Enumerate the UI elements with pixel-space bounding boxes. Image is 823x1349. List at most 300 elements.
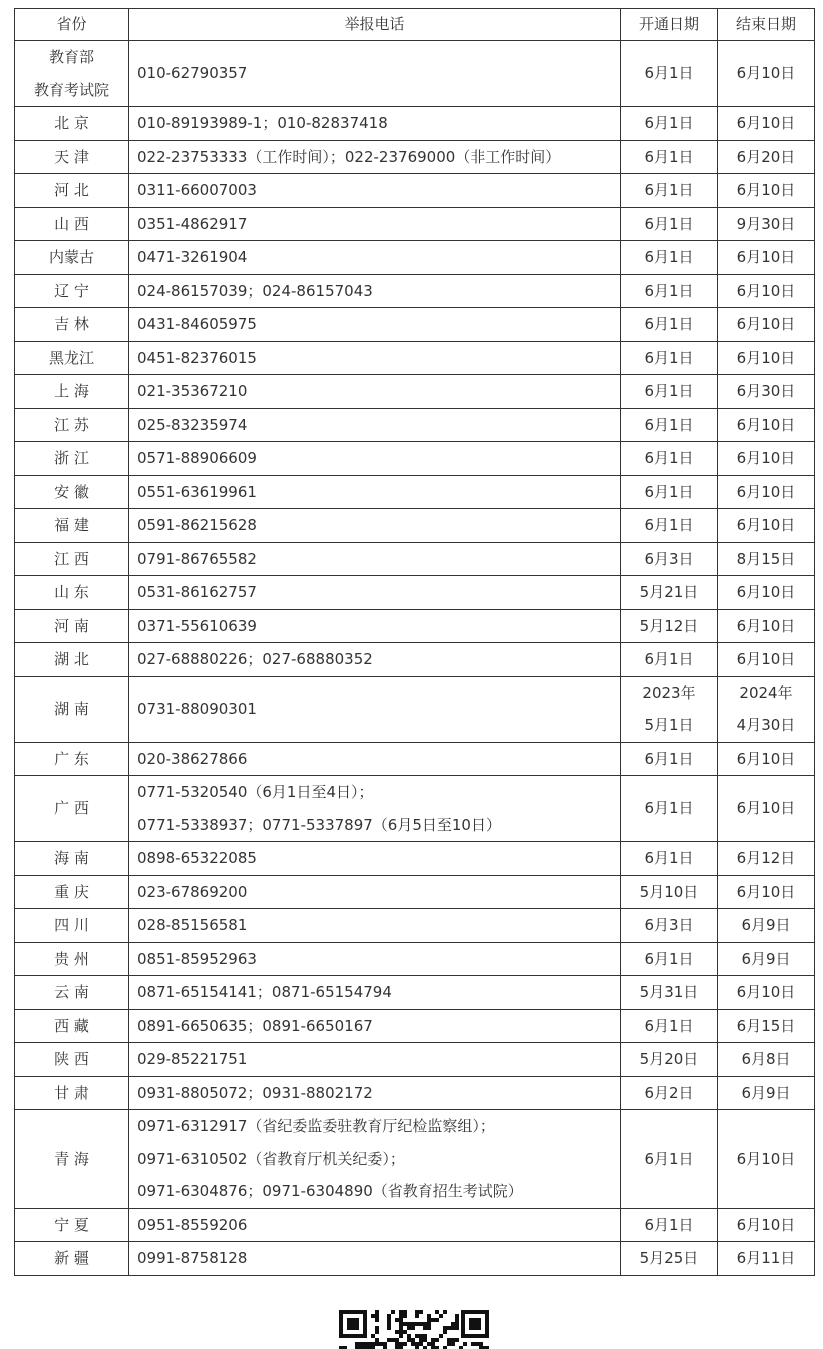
end-date-text: 6月10日 [736, 983, 796, 1001]
end-date-text: 6月10日 [736, 449, 796, 467]
end-date-text: 6月10日 [736, 650, 796, 668]
end-date-text: 6月10日 [736, 583, 796, 601]
table-row [15, 41, 815, 107]
start-date-cell [621, 341, 718, 375]
province-text: 陕 西 [54, 1050, 89, 1068]
province-cell [15, 942, 129, 976]
phone-text: 0991-8758128 [137, 1249, 248, 1267]
phone-text: 0771-5338937；0771-5337897（6月5日至10日） [137, 815, 501, 834]
phone-cell [129, 1208, 621, 1242]
start-date-text: 6月1日 [644, 799, 694, 818]
table-row [15, 408, 815, 442]
end-date-text: 9月30日 [736, 214, 796, 233]
phone-cell [129, 942, 621, 976]
province-text: 北 京 [54, 114, 89, 132]
table-row [15, 509, 815, 543]
end-date-cell [718, 576, 815, 610]
end-date-cell [718, 408, 815, 442]
start-date-text: 6月1日 [644, 949, 694, 968]
start-date-cell [621, 1110, 718, 1209]
start-date-text: 5月1日 [644, 716, 694, 734]
phone-cell [129, 274, 621, 308]
province-cell [15, 909, 129, 943]
phone-text: 027-68880226；027-68880352 [137, 650, 373, 668]
start-date-cell [621, 643, 718, 677]
end-date-text: 8月15日 [736, 549, 796, 568]
province-cell [15, 308, 129, 342]
phone-cell [129, 41, 621, 107]
phone-cell [129, 442, 621, 476]
end-date-cell [718, 643, 815, 677]
end-date-cell [718, 41, 815, 107]
start-date-text: 5月25日 [639, 1249, 699, 1267]
province-text: 内蒙古 [48, 248, 94, 266]
phone-text: 010-89193989-1；010-82837418 [137, 114, 388, 132]
table-row [15, 542, 815, 576]
province-text: 山 西 [54, 214, 89, 233]
province-text: 河 北 [54, 181, 89, 199]
phone-text: 0791-86765582 [137, 549, 257, 568]
end-date-text: 6月10日 [736, 1215, 796, 1234]
start-date-text: 6月1日 [644, 348, 694, 367]
province-text: 江 苏 [54, 415, 89, 434]
end-date-text: 6月9日 [741, 1083, 791, 1102]
header-province: 省份 [15, 9, 129, 41]
start-date-cell [621, 909, 718, 943]
table-row [15, 107, 815, 141]
phone-cell [129, 174, 621, 208]
province-text: 甘 肃 [54, 1083, 89, 1102]
end-date-text: 4月30日 [736, 716, 796, 734]
province-text: 黑龙江 [48, 348, 94, 367]
table-row [15, 609, 815, 643]
table-row [15, 1242, 815, 1276]
province-text: 新 疆 [54, 1249, 89, 1267]
province-text: 四 川 [54, 916, 89, 934]
table-row [15, 140, 815, 174]
phone-cell [129, 341, 621, 375]
province-text: 贵 州 [54, 949, 89, 968]
start-date-text: 6月1日 [644, 147, 694, 166]
end-date-cell [718, 274, 815, 308]
start-date-text: 6月2日 [644, 1083, 694, 1102]
phone-text: 0571-88906609 [137, 449, 257, 467]
province-cell [15, 475, 129, 509]
end-date-text: 6月10日 [736, 1149, 796, 1168]
province-cell [15, 341, 129, 375]
end-date-cell [718, 942, 815, 976]
province-cell [15, 643, 129, 677]
phone-text: 0898-65322085 [137, 849, 257, 867]
province-text: 安 徽 [54, 482, 89, 501]
phone-text: 028-85156581 [137, 916, 248, 934]
phone-text: 0931-8805072；0931-8802172 [137, 1083, 373, 1102]
end-date-text: 6月10日 [736, 64, 796, 83]
province-cell [15, 41, 129, 107]
province-text: 福 建 [54, 516, 89, 534]
phone-text: 025-83235974 [137, 415, 248, 434]
phone-text: 0531-86162757 [137, 583, 257, 601]
province-cell [15, 842, 129, 876]
table-row [15, 909, 815, 943]
phone-cell [129, 140, 621, 174]
phone-text: 0311-66007003 [137, 181, 257, 199]
start-date-text: 6月1日 [644, 64, 694, 83]
province-cell [15, 1242, 129, 1276]
start-date-cell [621, 1076, 718, 1110]
phone-cell [129, 1110, 621, 1209]
province-text: 宁 夏 [54, 1215, 89, 1234]
end-date-cell [718, 375, 815, 409]
start-date-cell [621, 442, 718, 476]
province-text: 青 海 [54, 1149, 89, 1168]
province-cell [15, 509, 129, 543]
phone-cell [129, 875, 621, 909]
end-date-text: 6月10日 [736, 749, 796, 768]
start-date-cell [621, 542, 718, 576]
end-date-text: 6月15日 [736, 1016, 796, 1035]
phone-cell [129, 576, 621, 610]
phone-text: 0851-85952963 [137, 949, 257, 968]
end-date-cell [718, 140, 815, 174]
end-date-text: 6月10日 [736, 616, 796, 635]
phone-text: 020-38627866 [137, 749, 248, 768]
province-cell [15, 1076, 129, 1110]
start-date-cell [621, 41, 718, 107]
table-row [15, 442, 815, 476]
end-date-cell [718, 241, 815, 275]
province-cell [15, 742, 129, 776]
start-date-text: 6月1日 [644, 181, 694, 199]
phone-cell [129, 643, 621, 677]
start-date-cell [621, 207, 718, 241]
start-date-cell [621, 1208, 718, 1242]
table-row [15, 341, 815, 375]
start-date-text: 6月3日 [644, 549, 694, 568]
end-date-text: 6月10日 [736, 799, 796, 818]
header-phone: 举报电话 [129, 9, 621, 41]
end-date-text: 6月30日 [736, 382, 796, 400]
start-date-cell [621, 776, 718, 842]
end-date-cell [718, 207, 815, 241]
end-date-text: 6月10日 [736, 516, 796, 534]
start-date-text: 6月1日 [644, 516, 694, 534]
start-date-text: 6月1日 [644, 1215, 694, 1234]
end-date-text: 6月10日 [736, 281, 796, 300]
start-date-cell [621, 509, 718, 543]
province-text: 天 津 [54, 147, 89, 166]
phone-text: 0891-6650635；0891-6650167 [137, 1016, 373, 1035]
province-cell [15, 442, 129, 476]
start-date-text: 6月1日 [644, 482, 694, 501]
start-date-cell [621, 174, 718, 208]
province-cell [15, 609, 129, 643]
province-text: 海 南 [54, 849, 89, 867]
end-date-text: 6月10日 [736, 181, 796, 199]
province-cell [15, 542, 129, 576]
start-date-text: 6月1日 [644, 1149, 694, 1168]
phone-text: 010-62790357 [137, 64, 248, 83]
start-date-cell [621, 976, 718, 1010]
table-row [15, 241, 815, 275]
end-date-text: 6月10日 [736, 482, 796, 501]
province-cell [15, 274, 129, 308]
province-cell [15, 174, 129, 208]
start-date-cell [621, 842, 718, 876]
end-date-text: 6月8日 [741, 1050, 791, 1068]
table-row [15, 1009, 815, 1043]
phone-cell [129, 408, 621, 442]
province-text: 广 东 [54, 749, 89, 768]
start-date-text: 6月1日 [644, 382, 694, 400]
end-date-cell [718, 509, 815, 543]
start-date-cell [621, 1242, 718, 1276]
province-text: 河 南 [54, 616, 89, 635]
end-date-cell [718, 1110, 815, 1209]
start-date-text: 6月1日 [644, 849, 694, 867]
phone-text: 029-85221751 [137, 1050, 248, 1068]
phone-cell [129, 542, 621, 576]
end-date-text: 6月10日 [736, 415, 796, 434]
start-date-text: 6月1日 [644, 650, 694, 668]
province-text: 云 南 [54, 983, 89, 1001]
start-date-cell [621, 1009, 718, 1043]
phone-cell [129, 107, 621, 141]
start-date-text: 2023年 [642, 683, 696, 702]
table-row [15, 475, 815, 509]
end-date-text: 6月10日 [736, 114, 796, 132]
table-body [15, 41, 815, 1276]
end-date-cell [718, 875, 815, 909]
start-date-text: 5月20日 [639, 1050, 699, 1068]
start-date-cell [621, 107, 718, 141]
start-date-cell [621, 308, 718, 342]
province-text: 重 庆 [54, 882, 89, 901]
phone-text: 0971-6312917（省纪委监委驻教育厅纪检监察组）； [137, 1117, 495, 1135]
end-date-text: 6月12日 [736, 849, 796, 867]
province-cell [15, 375, 129, 409]
phone-cell [129, 742, 621, 776]
start-date-cell [621, 576, 718, 610]
table-row [15, 207, 815, 241]
end-date-cell [718, 842, 815, 876]
start-date-text: 6月3日 [644, 916, 694, 934]
province-cell [15, 408, 129, 442]
phone-cell [129, 207, 621, 241]
phone-cell [129, 842, 621, 876]
phone-text: 0451-82376015 [137, 348, 257, 367]
end-date-cell [718, 742, 815, 776]
phone-text: 0771-5320540（6月1日至4日）； [137, 783, 374, 801]
end-date-cell [718, 1208, 815, 1242]
phone-cell [129, 241, 621, 275]
start-date-text: 6月1日 [644, 315, 694, 333]
end-date-text: 6月10日 [736, 348, 796, 367]
province-cell [15, 241, 129, 275]
start-date-cell [621, 375, 718, 409]
table-row [15, 1208, 815, 1242]
phone-text: 0431-84605975 [137, 315, 257, 333]
table-row [15, 1043, 815, 1077]
phone-cell [129, 909, 621, 943]
end-date-cell [718, 976, 815, 1010]
province-text: 西 藏 [54, 1016, 89, 1035]
province-cell [15, 1110, 129, 1209]
phone-cell [129, 1009, 621, 1043]
start-date-cell [621, 241, 718, 275]
table-row [15, 375, 815, 409]
header-end-date: 结束日期 [718, 9, 815, 41]
province-text: 山 东 [54, 583, 89, 601]
phone-text: 0951-8559206 [137, 1215, 248, 1234]
province-cell [15, 1043, 129, 1077]
table-row [15, 174, 815, 208]
province-text: 江 西 [54, 549, 89, 568]
end-date-cell [718, 107, 815, 141]
start-date-text: 5月21日 [639, 583, 699, 601]
province-cell [15, 1009, 129, 1043]
province-text: 吉 林 [54, 315, 89, 333]
province-cell [15, 107, 129, 141]
hotline-table [14, 8, 815, 1276]
phone-cell [129, 308, 621, 342]
phone-text: 021-35367210 [137, 382, 248, 400]
end-date-cell [718, 475, 815, 509]
phone-text: 0871-65154141；0871-65154794 [137, 983, 392, 1001]
end-date-text: 6月10日 [736, 248, 796, 266]
table-row [15, 274, 815, 308]
province-cell [15, 875, 129, 909]
table-row [15, 308, 815, 342]
phone-text: 0731-88090301 [137, 699, 257, 718]
province-cell [15, 1208, 129, 1242]
phone-text: 0971-6310502（省教育厅机关纪委）； [137, 1149, 405, 1168]
province-cell [15, 576, 129, 610]
end-date-cell [718, 676, 815, 742]
end-date-cell [718, 1043, 815, 1077]
start-date-cell [621, 742, 718, 776]
end-date-text: 6月9日 [741, 949, 791, 968]
start-date-cell [621, 1043, 718, 1077]
table-row [15, 842, 815, 876]
table-row [15, 1076, 815, 1110]
phone-text: 0371-55610639 [137, 616, 257, 635]
phone-text: 022-23753333（工作时间）；022-23769000（非工作时间） [137, 147, 561, 166]
province-cell [15, 676, 129, 742]
province-cell [15, 976, 129, 1010]
start-date-text: 5月31日 [639, 983, 699, 1001]
province-text: 教育部 [48, 48, 94, 66]
table-row [15, 742, 815, 776]
start-date-cell [621, 475, 718, 509]
start-date-text: 6月1日 [644, 1016, 694, 1035]
end-date-cell [718, 1009, 815, 1043]
end-date-cell [718, 1076, 815, 1110]
province-text: 湖 南 [54, 699, 89, 718]
phone-text: 023-67869200 [137, 882, 248, 901]
phone-text: 0471-3261904 [137, 248, 248, 266]
phone-cell [129, 1076, 621, 1110]
end-date-cell [718, 909, 815, 943]
end-date-text: 6月10日 [736, 882, 796, 901]
phone-cell [129, 475, 621, 509]
end-date-cell [718, 308, 815, 342]
end-date-cell [718, 442, 815, 476]
table-header-row [15, 9, 815, 41]
phone-text: 0971-6304876；0971-6304890（省教育招生考试院） [137, 1182, 523, 1200]
start-date-text: 6月1日 [644, 281, 694, 300]
province-text: 湖 北 [54, 650, 89, 668]
table-row [15, 942, 815, 976]
table-row [15, 875, 815, 909]
end-date-text: 6月10日 [736, 315, 796, 333]
start-date-cell [621, 609, 718, 643]
start-date-text: 6月1日 [644, 415, 694, 434]
start-date-text: 6月1日 [644, 214, 694, 233]
phone-text: 024-86157039；024-86157043 [137, 281, 373, 300]
start-date-text: 6月1日 [644, 114, 694, 132]
end-date-cell [718, 341, 815, 375]
end-date-text: 6月9日 [741, 916, 791, 934]
start-date-text: 6月1日 [644, 248, 694, 266]
phone-cell [129, 375, 621, 409]
start-date-cell [621, 676, 718, 742]
start-date-text: 5月10日 [639, 882, 699, 901]
start-date-cell [621, 408, 718, 442]
end-date-cell [718, 174, 815, 208]
phone-cell [129, 1043, 621, 1077]
header-start-date: 开通日期 [621, 9, 718, 41]
province-text: 教育考试院 [33, 80, 109, 99]
province-text: 上 海 [54, 382, 89, 400]
province-text: 广 西 [54, 799, 89, 818]
table-row [15, 576, 815, 610]
phone-cell [129, 1242, 621, 1276]
province-cell [15, 207, 129, 241]
end-date-cell [718, 1242, 815, 1276]
province-text: 浙 江 [54, 449, 89, 467]
start-date-text: 5月12日 [639, 616, 699, 635]
table-row [15, 776, 815, 842]
table-row [15, 676, 815, 742]
phone-text: 0591-86215628 [137, 516, 257, 534]
table-row [15, 643, 815, 677]
start-date-cell [621, 942, 718, 976]
phone-text: 0351-4862917 [137, 214, 248, 233]
phone-cell [129, 776, 621, 842]
table-row [15, 976, 815, 1010]
end-date-text: 6月11日 [736, 1249, 796, 1267]
phone-cell [129, 676, 621, 742]
phone-cell [129, 509, 621, 543]
province-cell [15, 776, 129, 842]
qr-code-icon [339, 1310, 489, 1349]
start-date-text: 6月1日 [644, 449, 694, 467]
start-date-cell [621, 140, 718, 174]
phone-cell [129, 609, 621, 643]
end-date-text: 2024年 [739, 683, 793, 702]
table-row [15, 1110, 815, 1209]
end-date-cell [718, 776, 815, 842]
province-text: 辽 宁 [54, 281, 89, 300]
province-cell [15, 140, 129, 174]
phone-cell [129, 976, 621, 1010]
phone-text: 0551-63619961 [137, 482, 257, 501]
start-date-cell [621, 875, 718, 909]
end-date-cell [718, 609, 815, 643]
end-date-cell [718, 542, 815, 576]
end-date-text: 6月20日 [736, 147, 796, 166]
